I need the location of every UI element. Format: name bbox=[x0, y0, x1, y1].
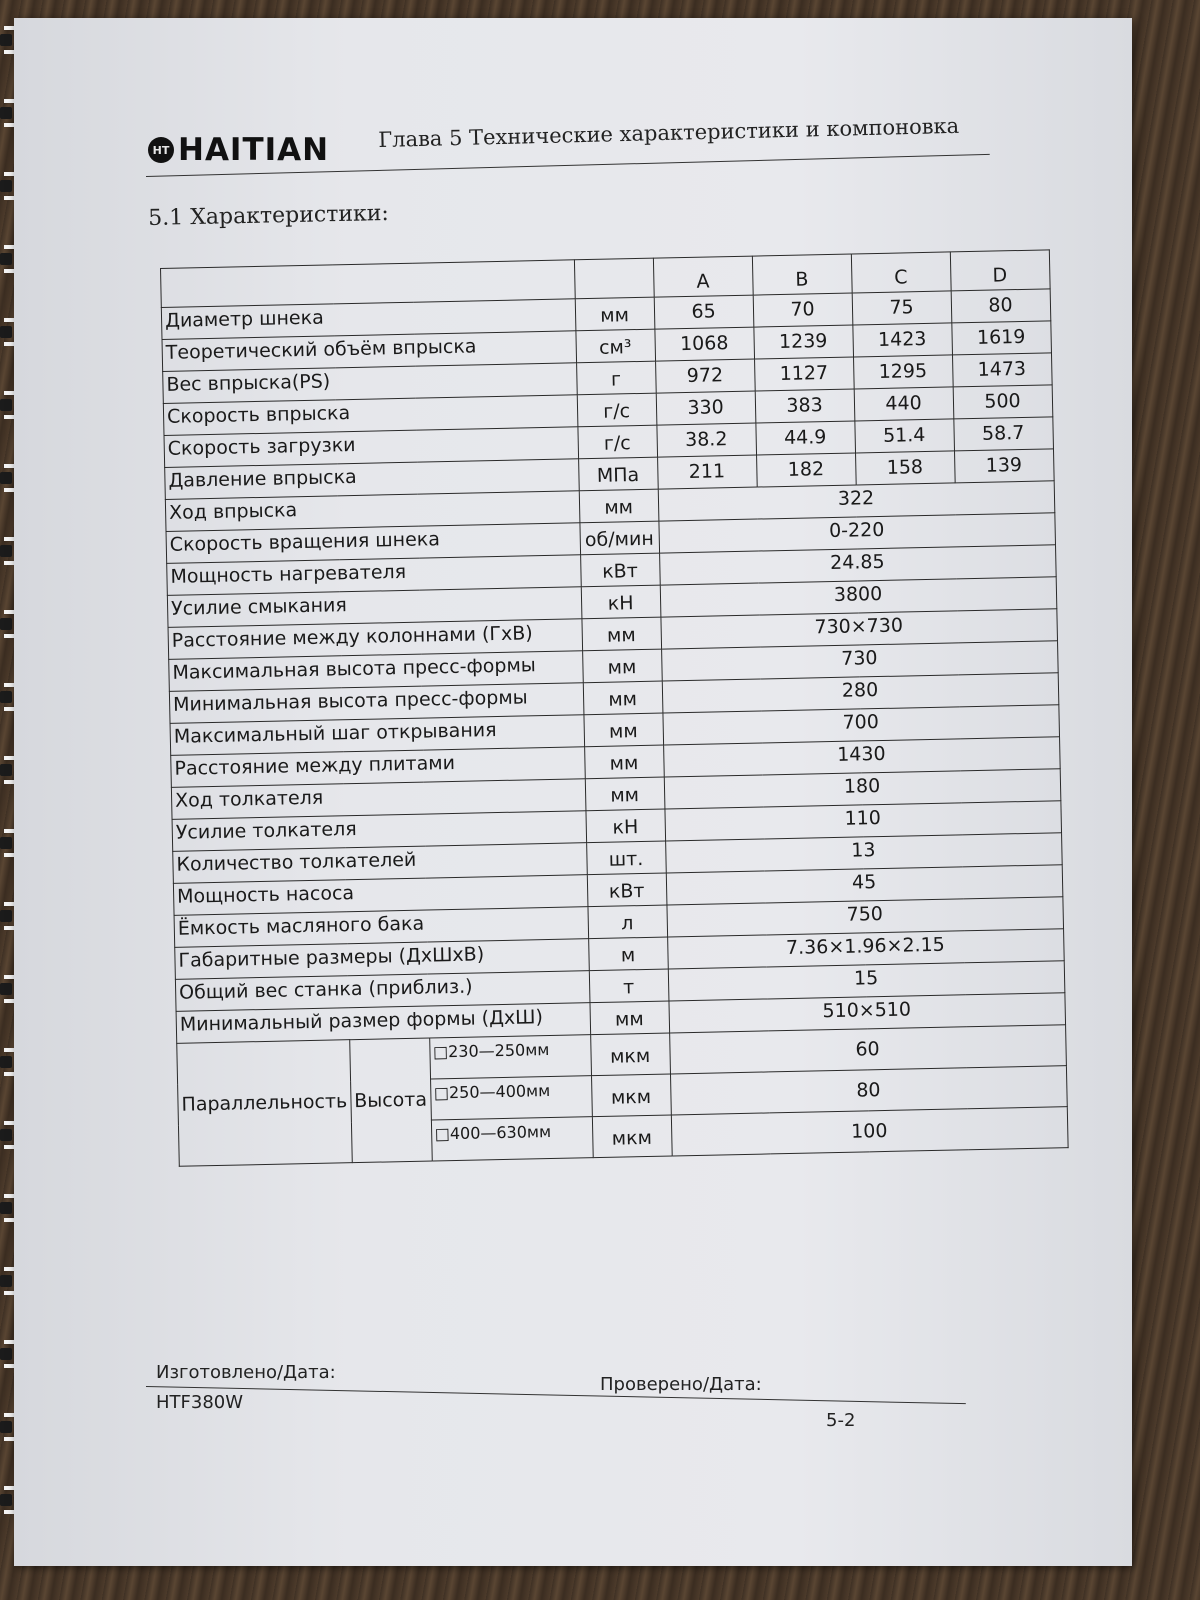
row-value: 500 bbox=[953, 385, 1053, 419]
row-value: 60 bbox=[669, 1025, 1066, 1074]
row-value: 38.2 bbox=[656, 423, 756, 457]
row-unit: г/с bbox=[577, 393, 657, 427]
model-number: HTF380W bbox=[156, 1392, 244, 1413]
row-label: Диаметр шнека bbox=[161, 299, 575, 340]
row-unit: мкм bbox=[590, 1033, 670, 1076]
row-label: Расстояние между плитами bbox=[171, 747, 585, 788]
row-label: Вес впрыска(PS) bbox=[163, 363, 577, 404]
row-value: 182 bbox=[756, 453, 856, 487]
row-value: 158 bbox=[855, 451, 955, 485]
row-value: 1295 bbox=[853, 355, 953, 389]
haitian-logo bbox=[148, 132, 329, 168]
spec-table-wrap bbox=[160, 249, 1068, 1166]
row-value: 80 bbox=[670, 1066, 1067, 1115]
logo-mark-icon: HT bbox=[148, 137, 174, 163]
row-value: 750 bbox=[666, 897, 1063, 937]
row-unit: м bbox=[588, 937, 668, 971]
row-value: 45 bbox=[666, 865, 1063, 905]
row-label: Усилие толкателя bbox=[172, 811, 586, 852]
row-value: 13 bbox=[665, 833, 1062, 873]
row-label: Скорость загрузки bbox=[164, 427, 578, 468]
row-unit: мм bbox=[584, 745, 664, 779]
row-unit: мм bbox=[582, 649, 662, 683]
row-value: 51.4 bbox=[854, 419, 954, 453]
row-unit: кН bbox=[586, 809, 666, 843]
section-title: 5.1 Характеристики: bbox=[148, 200, 390, 231]
row-unit: об/мин bbox=[579, 521, 659, 555]
row-label: Мощность нагревателя bbox=[167, 555, 581, 596]
row-value: 44.9 bbox=[755, 421, 855, 455]
row-value: 1619 bbox=[951, 321, 1051, 355]
row-value: 1127 bbox=[754, 357, 854, 391]
row-value: 100 bbox=[671, 1107, 1068, 1156]
header-unit-cell bbox=[574, 258, 654, 299]
row-label: Расстояние между колоннами (ГxВ) bbox=[168, 619, 582, 660]
row-value: 510×510 bbox=[669, 993, 1066, 1033]
row-value: 0-220 bbox=[658, 513, 1055, 553]
row-unit: мм bbox=[583, 681, 663, 715]
row-value: 58.7 bbox=[953, 417, 1053, 451]
row-label: Скорость вращения шнека bbox=[166, 523, 580, 564]
row-unit: л bbox=[588, 905, 668, 939]
row-label: Общий вес станка (приблиз.) bbox=[175, 971, 589, 1012]
made-by-label: Изготовлено/Дата: bbox=[156, 1362, 336, 1383]
row-label: Максимальный шаг открывания bbox=[170, 715, 584, 756]
row-label: Мощность насоса bbox=[173, 875, 587, 916]
chapter-title: Глава 5 Технические характеристики и компоновка bbox=[378, 113, 960, 152]
row-label: Количество толкателей bbox=[173, 843, 587, 884]
row-value: 730 bbox=[661, 641, 1058, 681]
row-value: 211 bbox=[657, 455, 757, 489]
row-value: 65 bbox=[654, 295, 754, 329]
row-label: Ход толкателя bbox=[171, 779, 585, 820]
column-header-d: D bbox=[950, 250, 1050, 291]
row-unit: кВт bbox=[580, 553, 660, 587]
row-value: 1239 bbox=[753, 325, 853, 359]
row-value: 139 bbox=[954, 449, 1054, 483]
row-value: 70 bbox=[753, 293, 853, 327]
row-value: 322 bbox=[658, 481, 1055, 521]
row-value: 730×730 bbox=[660, 609, 1057, 649]
row-value: 280 bbox=[662, 673, 1059, 713]
page-number: 5-2 bbox=[826, 1410, 856, 1431]
row-unit: мкм bbox=[592, 1115, 672, 1158]
row-unit: МПа bbox=[578, 457, 658, 491]
row-value: 330 bbox=[656, 391, 756, 425]
parallelism-label: Параллельность bbox=[177, 1040, 352, 1167]
parallelism-height-label: Высота bbox=[349, 1038, 431, 1163]
column-header-a: A bbox=[653, 256, 753, 297]
row-value: 383 bbox=[755, 389, 855, 423]
row-value: 1473 bbox=[952, 353, 1052, 387]
row-unit: мм bbox=[579, 489, 659, 523]
row-value: 1430 bbox=[663, 737, 1060, 777]
row-value: 972 bbox=[655, 359, 755, 393]
row-label: Минимальный размер формы (ДxШ) bbox=[176, 1003, 590, 1044]
parallelism-range: □400—630мм bbox=[431, 1117, 593, 1161]
row-value: 3800 bbox=[660, 577, 1057, 617]
row-unit: мм bbox=[581, 617, 661, 651]
row-value: 15 bbox=[668, 961, 1065, 1001]
parallelism-range: □250—400мм bbox=[430, 1076, 592, 1120]
row-label: Габаритные размеры (ДxШxВ) bbox=[175, 939, 589, 980]
row-unit: мм bbox=[590, 1001, 670, 1035]
row-unit: кВт bbox=[587, 873, 667, 907]
row-unit: см³ bbox=[575, 329, 655, 363]
row-unit: шт. bbox=[586, 841, 666, 875]
row-label: Минимальная высота пресс-формы bbox=[169, 683, 583, 724]
row-value: 24.85 bbox=[659, 545, 1056, 585]
row-unit: г/с bbox=[577, 425, 657, 459]
row-value: 7.36×1.96×2.15 bbox=[667, 929, 1064, 969]
row-value: 110 bbox=[664, 801, 1061, 841]
logo-text: HAITIAN bbox=[178, 132, 330, 168]
row-value: 180 bbox=[664, 769, 1061, 809]
parallelism-range: □230—250мм bbox=[429, 1035, 591, 1079]
row-value: 700 bbox=[662, 705, 1059, 745]
row-label: Максимальная высота пресс-формы bbox=[169, 651, 583, 692]
row-label: Давление впрыска bbox=[165, 459, 579, 500]
checked-by-label: Проверено/Дата: bbox=[600, 1374, 762, 1395]
spec-table bbox=[160, 249, 1068, 1166]
row-unit: мм bbox=[583, 713, 663, 747]
row-value: 440 bbox=[854, 387, 954, 421]
row-value: 80 bbox=[951, 289, 1051, 323]
row-label: Теоретический объём впрыска bbox=[162, 331, 576, 372]
column-header-c: C bbox=[851, 252, 951, 293]
row-unit: г bbox=[576, 361, 656, 395]
row-value: 1068 bbox=[654, 327, 754, 361]
row-unit: кН bbox=[581, 585, 661, 619]
row-value: 1423 bbox=[852, 323, 952, 357]
column-header-b: B bbox=[752, 254, 852, 295]
row-unit: т bbox=[589, 969, 669, 1003]
row-label: Ход впрыска bbox=[165, 491, 579, 532]
row-label: Усилие смыкания bbox=[167, 587, 581, 628]
row-unit: мм bbox=[585, 777, 665, 811]
row-unit: мкм bbox=[591, 1074, 671, 1117]
row-label: Ёмкость масляного бака bbox=[174, 907, 588, 948]
row-label: Скорость впрыска bbox=[163, 395, 577, 436]
row-unit: мм bbox=[575, 297, 655, 331]
row-value: 75 bbox=[852, 291, 952, 325]
